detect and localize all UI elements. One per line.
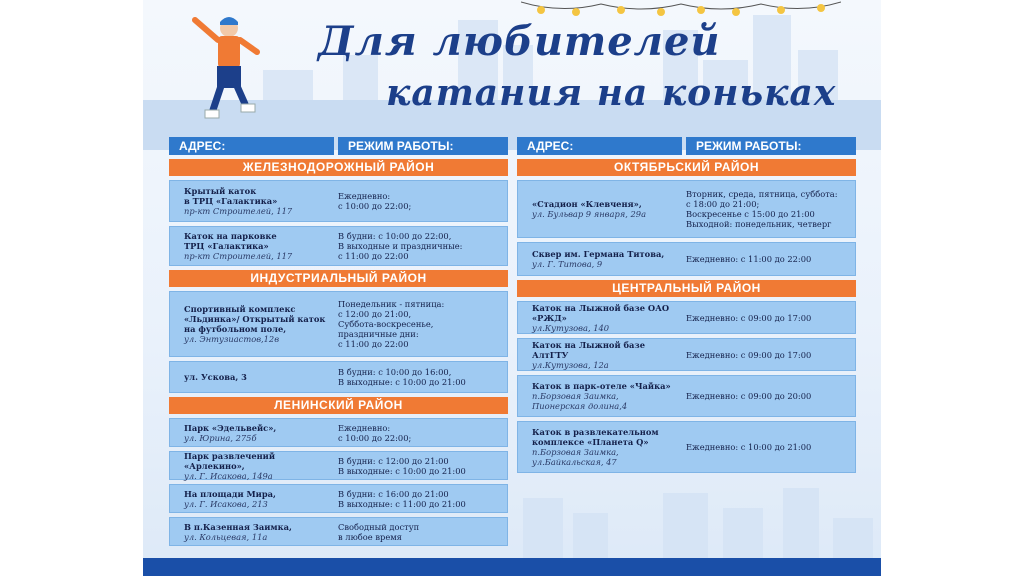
- rink-address: п.Борзовая Заимка, Пионерская долина,4: [532, 391, 628, 411]
- rink-name: Каток в развлекательном: [532, 427, 659, 437]
- rink-name: На площади Мира,: [184, 488, 276, 499]
- schedule-line: Ежедневно:: [338, 191, 391, 201]
- rink-name: Парк «Эдельвейс»,: [184, 422, 277, 433]
- rink-address: п.Борзовая Заимка, ул.Байкальская, 47: [532, 447, 619, 467]
- list-item: [517, 421, 856, 473]
- list-item: [169, 291, 508, 357]
- column-headers: [169, 137, 508, 155]
- rink-name: Каток в парк-отеле «Чайка»: [532, 381, 671, 391]
- district-leninsky: ЛЕНИНСКИЙ РАЙОН: [169, 397, 508, 414]
- schedule-line: Ежедневно: с 11:00 до 22:00: [686, 254, 812, 264]
- rink-name: Парк развлечений «Арлекино»,: [184, 450, 275, 471]
- list-item: [517, 375, 856, 417]
- rink-name: ул. Ускова, 3: [184, 372, 247, 382]
- rink-address: ул. Г. Исакова, 149а: [184, 470, 273, 481]
- schedule-line: с 10:00 до 22:00;: [338, 432, 412, 443]
- list-item: [517, 338, 856, 371]
- mode-header: РЕЖИМ РАБОТЫ:: [338, 137, 508, 155]
- rink-name: на футбольном поле,: [184, 324, 287, 334]
- schedule-line: В выходные: с 10:00 до 21:00: [338, 465, 466, 476]
- district-oktyabrsky: ОКТЯБРЬСКИЙ РАЙОН: [517, 159, 856, 176]
- schedule-line: с 10:00 до 22:00;: [338, 201, 412, 211]
- list-item: [169, 418, 508, 447]
- schedule-line: В будни: с 12:00 до 21:00: [338, 455, 449, 466]
- schedule-line: В будни: с 10:00 до 16:00,: [338, 367, 452, 377]
- schedule-line: с 18:00 до 21:00;: [686, 199, 760, 209]
- rink-address: ул. Юрина, 275б: [184, 432, 257, 443]
- schedule-line: с 11:00 до 22:00: [338, 339, 409, 349]
- column-headers: [517, 137, 856, 155]
- rink-name: ТРЦ «Галактика»: [184, 241, 269, 251]
- schedule-line: в любое время: [338, 531, 402, 542]
- schedule-line: В будни: с 16:00 до 21:00: [338, 488, 449, 499]
- schedule-line: Ежедневно: с 10:00 до 21:00: [686, 442, 812, 452]
- list-item: [517, 180, 856, 238]
- rink-name: Сквер им. Германа Титова,: [532, 249, 665, 259]
- rink-address: ул. Г. Титова, 9: [532, 259, 603, 269]
- rink-name: Каток на Лыжной базе ОАО «РЖД»: [532, 302, 670, 323]
- rink-address: ул. Бульвар 9 января, 29а: [532, 209, 647, 219]
- schedule-line: Выходной: понедельник, четверг: [686, 219, 832, 229]
- rink-name: В п.Казенная Заимка,: [184, 521, 292, 532]
- schedule-line: Свободный доступ: [338, 521, 420, 532]
- rink-address: ул. Энтузиастов,12в: [184, 334, 280, 344]
- schedule-line: праздничные дни:: [338, 329, 419, 339]
- left-column: [169, 137, 508, 546]
- bottom-skyline-decoration: [143, 488, 881, 558]
- address-header: АДРЕС:: [169, 137, 334, 155]
- address-header: АДРЕС:: [517, 137, 682, 155]
- list-item: [169, 226, 508, 266]
- skater-illustration: [191, 6, 261, 128]
- district-zheleznodorozhny: ЖЕЛЕЗНОДОРОЖНЫЙ РАЙОН: [169, 159, 508, 176]
- schedule-line: Ежедневно:: [338, 422, 391, 433]
- list-item: [517, 301, 856, 334]
- district-industrialny: ИНДУСТРИАЛЬНЫЙ РАЙОН: [169, 270, 508, 287]
- list-item: [517, 242, 856, 276]
- schedule-line: Ежедневно: с 09:00 до 17:00: [686, 349, 812, 360]
- rink-name: Спортивный комплекс: [184, 304, 296, 314]
- rink-name: «Льдинка»/ Открытый каток: [184, 314, 326, 324]
- mode-header: РЕЖИМ РАБОТЫ:: [686, 137, 856, 155]
- schedule-line: с 12:00 до 21:00,: [338, 309, 412, 319]
- poster: [143, 0, 881, 576]
- list-item: [169, 361, 508, 393]
- rink-address: ул. Г. Исакова, 213: [184, 498, 268, 509]
- schedule-line: В будни: с 10:00 до 22:00,: [338, 231, 452, 241]
- title-line-2: катания на коньках: [386, 72, 837, 114]
- schedule-line: с 11:00 до 22:00: [338, 251, 409, 261]
- list-item: [169, 180, 508, 222]
- rink-name: в ТРЦ «Галактика»: [184, 196, 278, 206]
- rink-name: комплексе «Планета Q»: [532, 437, 649, 447]
- rink-name: «Стадион «Клевченя»,: [532, 199, 642, 209]
- rink-address: ул.Кутузова, 12а: [532, 359, 609, 370]
- schedule-line: Ежедневно: с 09:00 до 17:00: [686, 312, 812, 323]
- district-tsentralny: ЦЕНТРАЛЬНЫЙ РАЙОН: [517, 280, 856, 297]
- rink-address: пр-кт Строителей, 117: [184, 251, 293, 261]
- title-line-1: Для любителей: [318, 18, 721, 65]
- rink-name: Каток на Лыжной базе АлтГТУ: [532, 339, 645, 360]
- schedule-line: Понедельник - пятница:: [338, 299, 445, 309]
- schedule-line: Воскресенье с 15:00 до 21:00: [686, 209, 815, 219]
- rink-address: ул.Кутузова, 140: [532, 322, 610, 333]
- list-item: [169, 451, 508, 480]
- bottom-bar: [143, 558, 881, 576]
- schedule-line: Ежедневно: с 09:00 до 20:00: [686, 391, 812, 401]
- rink-address: пр-кт Строителей, 117: [184, 206, 293, 216]
- rink-name: Крытый каток: [184, 186, 257, 196]
- schedule-line: В выходные и праздничные:: [338, 241, 463, 251]
- rink-address: ул. Кольцевая, 11а: [184, 531, 268, 542]
- rink-name: Каток на парковке: [184, 231, 277, 241]
- schedule-line: Суббота-воскресенье,: [338, 319, 434, 329]
- schedule-line: В выходные: с 10:00 до 21:00: [338, 377, 466, 387]
- schedule-line: В выходные: с 11:00 до 21:00: [338, 498, 466, 509]
- right-column: [517, 137, 856, 473]
- schedule-line: Вторник, среда, пятница, суббота:: [686, 189, 838, 199]
